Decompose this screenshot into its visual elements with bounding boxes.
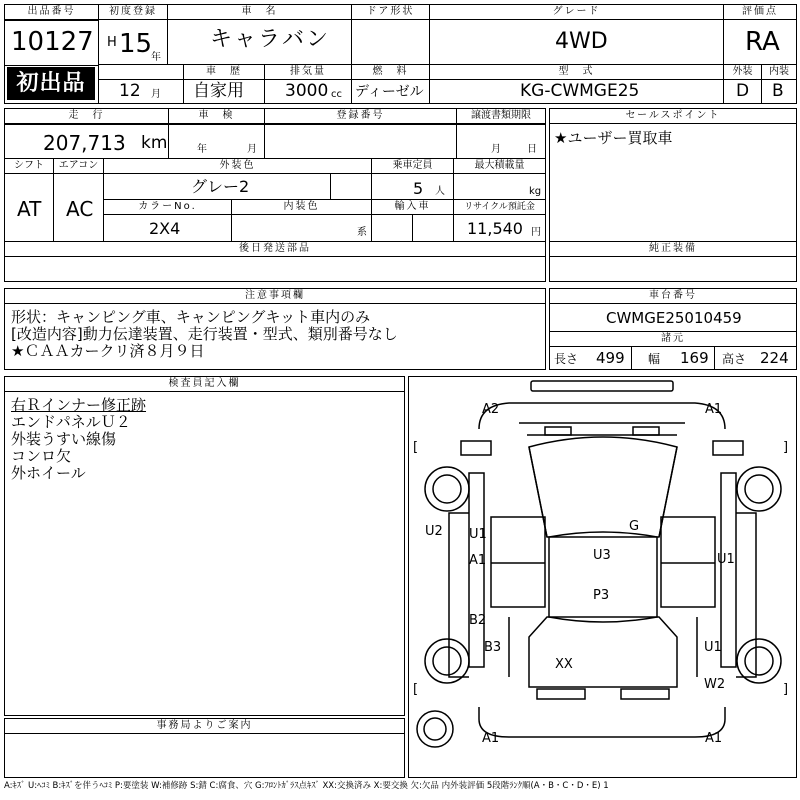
damage-diagram: [408, 376, 797, 778]
mark-right-rear: U1: [704, 640, 722, 655]
length-label: 長さ: [554, 352, 579, 366]
lot-number: 10127: [11, 27, 94, 57]
top-header-block: [4, 4, 797, 104]
shaken-month-unit: 月: [247, 144, 257, 155]
exterior-grade: D: [736, 81, 750, 101]
import-header: 輸入車: [372, 200, 453, 215]
legend-text: A:ｷｽﾞ U:ﾍｺﾐ B:ｷｽﾞを伴うﾍｺﾐ P:要塗装 W:補修跡 S:錆 C:腐食、穴 G:ﾌﾛﾝﾄｶﾞﾗｽ点ｷｽﾞ XX:交換済み X:要交換 欠:欠品 内外装評価 5段階ﾗﾝｸ順(A・B・C・D・E) 1: [4, 781, 609, 791]
mark-front-right: A1: [705, 402, 723, 417]
inspector-line: 右Ｒインナー修正跡: [11, 396, 147, 414]
grade-value: 4WD: [555, 29, 608, 54]
mark-roof-front: G: [629, 519, 640, 534]
shift-value: AT: [17, 197, 42, 221]
bracket-front-left: [: [413, 440, 419, 455]
history-value: 自家用: [193, 81, 244, 101]
bracket-front-right: ]: [783, 440, 789, 455]
mark-roof-mid: U3: [593, 548, 611, 563]
shift-header: シフト: [5, 159, 53, 174]
height-label: 高さ: [722, 352, 747, 366]
lot-no-header: 出品番号: [5, 5, 98, 20]
capacity-unit: 人: [435, 186, 445, 197]
first-reg-year: 15: [119, 29, 153, 59]
mark-rear-right: A1: [705, 731, 723, 746]
sales-point-header: セールスポイント: [550, 109, 796, 124]
inspector-line: 外装うすい線傷: [11, 430, 117, 448]
mark-rear-left: A1: [482, 731, 500, 746]
first-sale-badge: 初出品: [7, 67, 95, 100]
chassis-value: CWMGE25010459: [606, 309, 742, 327]
length-value: 499: [596, 349, 625, 367]
first-reg-header: 初度登録: [99, 5, 167, 20]
recycle-value: 11,540: [467, 219, 523, 238]
displacement-header: 排気量: [265, 65, 351, 79]
transfer-doc-header: 譲渡書類期限: [457, 109, 545, 124]
office-header: 事務局よりご案内: [5, 719, 404, 734]
vehicle-info-block: [4, 108, 546, 282]
door-header: ドア形状: [352, 5, 429, 20]
notes-header: 注意事項欄: [5, 289, 545, 304]
mark-rear-center: XX: [555, 657, 573, 672]
fuel-header: 燃 料: [352, 65, 429, 79]
bracket-rear-right: ]: [783, 682, 789, 697]
int-color-header: 内装色: [232, 200, 371, 215]
model-code-value: KG-CWMGE25: [520, 81, 640, 101]
inspector-block: [4, 376, 405, 716]
transfer-day-unit: 日: [527, 144, 537, 155]
inspector-line: 外ホイール: [11, 464, 86, 482]
max-load-unit: kg: [529, 186, 542, 197]
mark-roof-rear: P3: [593, 588, 610, 603]
inspector-lines: [11, 397, 146, 482]
displacement-unit: cc: [331, 89, 342, 100]
car-name: キャラバン: [210, 27, 331, 52]
score-value: RA: [745, 27, 780, 57]
notes-block: [4, 288, 546, 370]
notes-line: 形状：キャンピング車、キャンピングキット車内のみ: [11, 308, 371, 326]
recycle-header: リサイクル預託金: [454, 200, 545, 215]
shaken-header: 車 検: [169, 109, 264, 124]
first-reg-month: 12: [119, 81, 141, 101]
mark-right-door: U1: [717, 552, 735, 567]
chassis-block: [549, 288, 797, 370]
mark-left-front-door-2: A1: [469, 553, 487, 568]
exterior-header: 外装: [724, 65, 761, 79]
sales-point-value: ★ユーザー買取車: [554, 129, 673, 147]
aircon-value: AC: [66, 197, 94, 221]
mark-front-left: A2: [482, 402, 500, 417]
interior-header: 内装: [762, 65, 796, 79]
shaken-year-unit: 年: [197, 144, 207, 155]
chassis-header: 車台番号: [550, 289, 796, 304]
ext-color-header: 外装色: [104, 159, 371, 174]
capacity-value: 5: [413, 179, 424, 198]
year-unit: 年: [151, 52, 161, 63]
mileage-value: 207,713: [43, 131, 126, 155]
aircon-header: エアコン: [54, 159, 103, 174]
fuel-value: ディーゼル: [355, 84, 424, 100]
mark-left-front-door: U1: [469, 527, 487, 542]
mark-left-side: U2: [425, 524, 443, 539]
mileage-header: 走 行: [5, 109, 168, 124]
sales-point-block: [549, 108, 797, 282]
inspector-line: エンドパネルＵ２: [11, 413, 131, 431]
inspector-line: コンロ欠: [11, 447, 72, 465]
car-name-header: 車 名: [168, 5, 351, 20]
bracket-rear-left: [: [413, 682, 419, 697]
era: H: [107, 35, 117, 50]
mileage-unit: km: [141, 133, 168, 153]
score-header: 評価点: [724, 5, 796, 20]
model-code-header: 型 式: [430, 65, 723, 79]
reg-no-header: 登録番号: [265, 109, 456, 124]
notes-line: [改造内容]動力伝達装置、走行装置・型式、類別番号なし: [11, 325, 398, 343]
mark-left-rear-2: B3: [484, 640, 502, 655]
dims-header: 諸元: [550, 332, 796, 347]
width-value: 169: [680, 349, 709, 367]
ext-color-value: グレー2: [191, 177, 250, 196]
mark-right-rear-2: W2: [704, 677, 726, 692]
office-block: [4, 718, 405, 778]
later-parts-header: 後日発送部品: [5, 242, 545, 257]
color-no-value: 2X4: [149, 219, 181, 238]
height-value: 224: [760, 349, 789, 367]
max-load-header: 最大積載量: [454, 159, 545, 174]
grade-header: グレード: [430, 5, 723, 20]
recycle-unit: 円: [531, 227, 541, 238]
interior-grade: B: [772, 81, 784, 101]
int-color-unit: 系: [357, 227, 367, 238]
history-header: 車 歴: [184, 65, 264, 79]
width-label: 幅: [648, 352, 661, 366]
mark-left-rear: B2: [469, 613, 487, 628]
month-unit: 月: [151, 89, 161, 100]
displacement-value: 3000: [285, 81, 329, 101]
notes-lines: [11, 309, 398, 360]
transfer-month-unit: 月: [491, 144, 501, 155]
notes-line: ★ＣＡＡカークリ済８月９日: [11, 342, 205, 360]
color-no-header: カラーNo.: [104, 200, 231, 215]
genuine-header: 純正装備: [550, 242, 796, 257]
capacity-header: 乗車定員: [372, 159, 453, 174]
inspector-header: 検査員記入欄: [5, 377, 404, 392]
vehicle-outline-diagram: [409, 377, 796, 777]
